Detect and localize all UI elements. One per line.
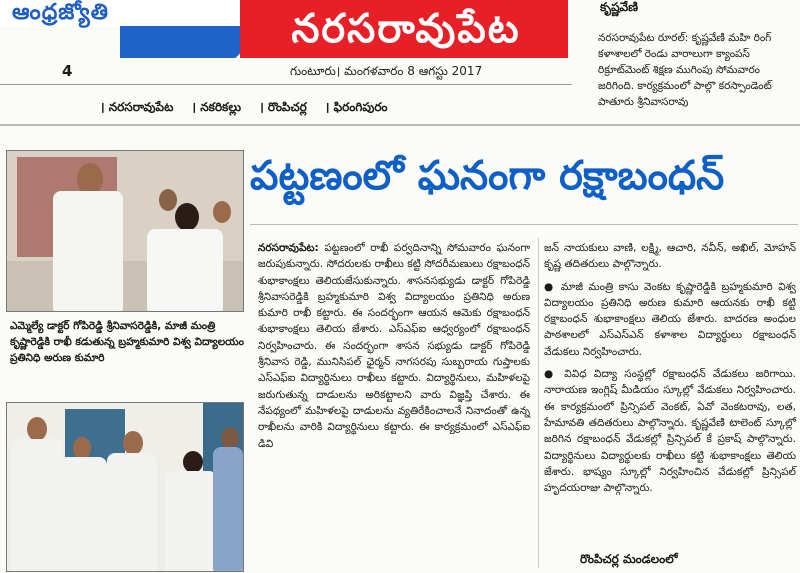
- section-nav: [100, 100, 402, 117]
- nav-item-nakarikallu: । నకరికల్లు: [191, 100, 241, 114]
- column-divider: [538, 238, 539, 568]
- article-column-1: [258, 240, 530, 452]
- side-story-heading: కృష్ణవేణి: [600, 0, 639, 14]
- main-headline: పట్టణంలో ఘనంగా రక్షాబంధన్: [250, 153, 725, 199]
- divider: [0, 84, 572, 85]
- article-paragraph: ● మాజీ మంత్రి కాసు వెంకట కృష్ణారెడ్డికి బ్రహ్మకుమారి విశ్వ విద్యాలయం ప్రతినిధి అరుణ కుమారి ఆయనకు రాఖీ కట్టి రక్షాబంధన్ శుభాకాంక్షలు తెలియ జేశారు. బాదరణ అంధుల పాఠశాలలో ఎస్ఎస్ఎన్ కళాశాల విద్యార్థులు రక్షాబంధన్ వేడుకలు నిర్వహించారు.: [544, 280, 796, 358]
- nav-item-narasaraopet: । నరసరావుపేట: [100, 100, 174, 114]
- edition-title: నరసరావుపేట: [291, 6, 521, 52]
- article-text: పట్టణంలో రాఖీ పర్వదినాన్ని సోమవారం ఘనంగా జరుపుకున్నారు. సోదరులకు రాఖీలు కట్టి సోదరీమణులు రక్షాబంధన్ శుభాకాంక్షలు తెలియజేసుకున్నారు. శాసనసభ్యుడు డాక్టర్ గోపిరెడ్డి శ్రీనివాసరెడ్డికి బ్రహ్మకుమారి విశ్వ విద్యాలయం ప్రతినిధి అరుణ కుమారి రాఖీ కట్టారు. ఈ సందర్భంగా ఆయన ఆమెకు రక్షాబంధన్ శుభాకాంక్షలు తెలియ జేశారు. ఎస్ఎఫ్ఐ ఆధ్వర్యంలో రక్షాబంధన్ నిర్వహించారు. ఈ సందర్భంగా శాసన సభ్యుడు డాక్టర్ గోపిరెడ్డి శ్రీనివాస రెడ్డి, మునిసిపల్ ఛైర్మన్ నాగసరపు సుబ్బరాయ గుప్తాలకు ఎస్ఎఫ్ఐ విద్యార్థినులు రాఖీలు కట్టారు. విద్యార్థినులు, మహిళలపై జరుగుతున్న దాడులను అరికట్టాలని వారు విజ్ఞప్తి చేశారు. ఈ నేపథ్యంలో మహిళలపై దాడులను వ్యతిరేకించాలనే నినాదంతో ఉన్న రాఖీలను వారికి విద్యార్థినులు కట్టారు. ఈ కార్యక్రమంలో ఎస్ఎఫ్ఐ డివి: [258, 242, 530, 450]
- side-story-body: నరసరావుపేట రూరల్: కృష్ణవేణి మహి రింగ్ కళాశాలలో రెండు వారాలుగా క్యాంపస్ రిక్రూట్‌మెంట్ శిక్షణ ముగింపు సోమవారం జరిగింది. కార్యక్రమంలో పాల్గొ కరస్పాండెంట్ పాతూరు శ్రీనివాసరావు: [598, 32, 772, 108]
- nav-item-rompicharla: । రొంపిచర్ల: [259, 100, 307, 114]
- subheading: రొంపిచర్ల మండలంలో: [580, 552, 678, 566]
- page-number: 4: [62, 62, 73, 80]
- nav-item-phirangipuram: । ఫిరంగిపురం: [324, 100, 388, 114]
- article-column-2: [544, 240, 796, 496]
- photo-caption: ఎమ్మెల్యే డాక్టర్ గోపిరెడ్డి శ్రీనివాసరెడ్డికి, మాజీ మంత్రి కృష్ణారెడ్డికి రాఖీ కడుతున్న బ్రహ్మకుమారి విశ్వ విద్యాలయం ప్రతినిధి అరుణ కుమారి: [10, 320, 244, 364]
- newspaper-logo: ఆంధ్రజ్యోతి: [12, 0, 109, 25]
- article-paragraph: జన్ నాయకులు వాణి, లక్ష్మి, ఆచారి, నవీన్, అఖిల్, మోహన్ కృష్ణ తదితరులు పాల్గొన్నారు.: [544, 242, 796, 271]
- article-kicker: నరసరావుపేట:: [258, 242, 319, 254]
- divider: [0, 124, 800, 126]
- rakhi-photo-2: [6, 402, 244, 572]
- article-paragraph: ● వివిధ విద్యా సంస్థల్లో రక్షాబంధన్ వేడుకలు జరిగాయి. నారాయణ ఇంగ్లిష్ మీడియం స్కూల్లో వేడుకలు నిర్వహించారు. ఈ కార్యక్రమంలో ప్రిన్సిపల్ వెంకట్, ఏవో వెంకటరావు, లత, హేమావతి తదితరులు పాల్గొన్నారు. కృష్ణవేణి టాలెంట్ స్కూల్లో జరిగిన రక్షాబంధన్ వేడుకల్లో ప్రిన్సిపల్ కే ప్రకాష్ పాల్గొన్నారు. విద్యార్థినులు విద్యార్థులకు రాఖీలు కట్టి శుభాకాంక్షలు తెలియ జేశారు. భాష్యం స్కూల్లో నిర్వహించిన వేడుకల్లో ప్రిన్సిపల్ హృదయరాజు పాల్గొన్నారు.: [544, 368, 796, 495]
- rakhi-photo-1: [6, 150, 244, 312]
- divider: [250, 224, 798, 225]
- dateline: గుంటూరు। మంగళవారం 8 ఆగస్టు 2017: [290, 64, 483, 78]
